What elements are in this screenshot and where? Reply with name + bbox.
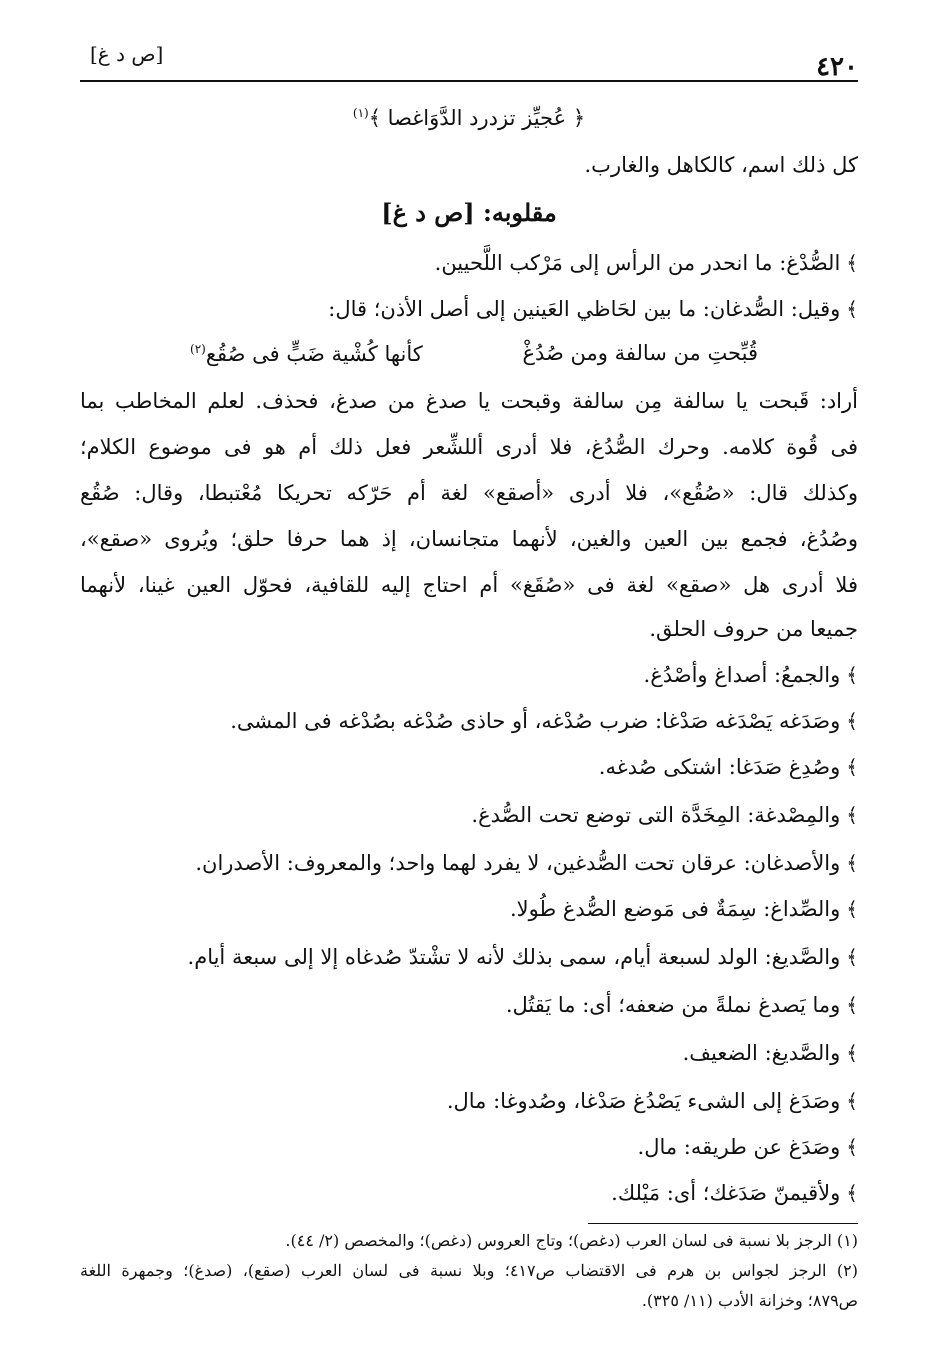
entry-line (80, 988, 858, 1022)
entry-text: وصَدَغ إلى الشىء يَصْدُغ صَدْغا، وصُدوغا: مال. (446, 1089, 841, 1113)
page-header (80, 38, 858, 82)
footnote-rule (588, 1223, 858, 1224)
footnote-2-continuation: ص٨٧٩؛ وخزانة الأدب (١١/ ٣٢٥). (641, 1291, 858, 1310)
entry-line (80, 1084, 858, 1118)
entry-line (80, 846, 858, 880)
paragraph-line: فى قُوة كلامه. وحرك الصُّدُغ، فلا أدرى أللشِّعر فعل ذلك أم هو فى موضوع الكلام؛ (80, 435, 858, 459)
entry-line (80, 892, 858, 926)
paragraph-line: أراد: قَبحت يا سالفة مِن سالفة وقبحت يا صدغ من صدغ، فحذف. لعلم المخاطب بما (80, 389, 858, 413)
section-heading: مقلوبه: [ص د غ] (381, 198, 557, 227)
entry-star-icon: ﴾ (846, 993, 858, 1017)
entry-text: وصُدِغ صَدَغا: اشتكى صُدغه. (598, 755, 841, 779)
footnote-ref-2: (٢) (190, 342, 206, 356)
poem-hemistich-left (190, 332, 423, 371)
entry-star-icon: ﴾ (846, 251, 858, 275)
entry-star-icon: ﴾ (846, 663, 858, 687)
entry-text: وما يَصدغ نملةً من ضعفه؛ أى: ما يَقتُل. (505, 993, 841, 1017)
paragraph-line: وكذلك قال: «صُقُع»، فلا أدرى «أصقع» لغة أم حَرّكه تحريكا مُعْتبطا، وقال: صُقُع (80, 481, 858, 505)
entry-text: والمِصْدغة: المِخَدَّة التى توضع تحت الصُّدغ. (471, 803, 841, 827)
poem-hemistich-left-text: كأنها كُشْية ضَبٍّ فى صُقُع (205, 342, 423, 366)
page-number: ٤٢٠ (816, 52, 858, 82)
entry-star-icon: ﴾ (846, 297, 858, 321)
entry-text: ولأقيمنّ صَدَغك؛ أى: مَيْلك. (611, 1181, 841, 1205)
entry-star-icon: ﴾ (846, 1089, 858, 1113)
entry-text: وصَدَغ عن طريقه: مال. (637, 1135, 841, 1159)
poem-hemistich-right: قُبِّحتِ من سالفة ومن صُدُغْ (522, 341, 758, 365)
paragraph-line: وصُدُغ، فجمع بين العين والغين، لأنهما متجانسان، إذ هما حرفا حلق؛ ويُروى «صقع»، (80, 527, 858, 551)
footnote-ref-1: (١) (352, 106, 369, 120)
entry-star-icon: ﴾ (846, 709, 858, 733)
entry-line (80, 1176, 858, 1210)
entry-text: والأصدغان: عرقان تحت الصُّدغين، لا يفرد لهما واحد؛ والمعروف: الأصدران. (195, 851, 841, 875)
paragraph-line: فلا أدرى هل «صقع» لغة فى «صُقَغ» أم احتاج إليه للقافية، فحوّل العين غينا، لأنهما (80, 573, 858, 597)
entry-text: والجمعُ: أصداغ وأصْدُغ. (643, 663, 841, 687)
footnote-1: (١) الرجز بلا نسبة فى لسان العرب (دغص)؛ وتاج العروس (دغص)؛ والمخصص (٢/ ٤٤). (285, 1231, 858, 1250)
entry-star-icon: ﴾ (846, 1041, 858, 1065)
verse-top (80, 96, 858, 135)
entry-line (80, 658, 858, 692)
running-root-label: [ص د غ] (90, 42, 164, 66)
entry-star-icon: ﴾ (846, 851, 858, 875)
entry-line (80, 704, 858, 738)
entry-text: والصَّديغ: الضعيف. (682, 1041, 841, 1065)
entry-star-icon: ﴾ (846, 1135, 858, 1159)
entry-line (80, 1130, 858, 1164)
verse-top-text: ﴿ عُجيِّز تزدرد الدَّوَاغصا ﴾ (368, 106, 586, 130)
entry-text: الصُّدْغ: ما انحدر من الرأس إلى مَرْكب اللَّحيين. (434, 251, 841, 275)
entry-star-icon: ﴾ (846, 755, 858, 779)
entry-star-icon: ﴾ (846, 1181, 858, 1205)
entry-star-icon: ﴾ (846, 803, 858, 827)
entry-star-icon: ﴾ (846, 897, 858, 921)
entry-line (80, 292, 858, 326)
entry-line (80, 246, 858, 280)
paragraph-line: جميعا من حروف الحلق. (649, 617, 858, 641)
entry-text: والصَّديغ: الولد لسبعة أيام، سمى بذلك لأنه لا تشْتدّ صُدغاه إلا إلى سبعة أيام. (187, 945, 841, 969)
entry-star-icon: ﴾ (846, 945, 858, 969)
entry-text: وقيل: الصُّدغان: ما بين لحَاظي العَينين إلى أصل الأذن؛ قال: (328, 297, 841, 321)
footnote-2: (٢) الرجز لجواس بن هرم فى الاقتضاب ص٤١٧؛ وبلا نسبة فى لسان العرب (صقع)، (صدغ)؛ وجمهرة اللغة (80, 1261, 858, 1280)
entry-line (80, 798, 858, 832)
entry-text: والصِّداغ: سِمَةٌ فى مَوضع الصُّدغ طُولا. (510, 897, 841, 921)
entry-line (80, 750, 858, 784)
entry-line (80, 940, 858, 974)
entry-text: وصَدَغه يَصْدَغه صَدْغا: ضرب صُدْغه، أو حاذى صُدْغه بصُدْغه فى المشى. (230, 709, 841, 733)
header-rule (80, 80, 858, 82)
body-line-1: كل ذلك اسم، كالكاهل والغارب. (584, 153, 858, 177)
entry-line (80, 1036, 858, 1070)
